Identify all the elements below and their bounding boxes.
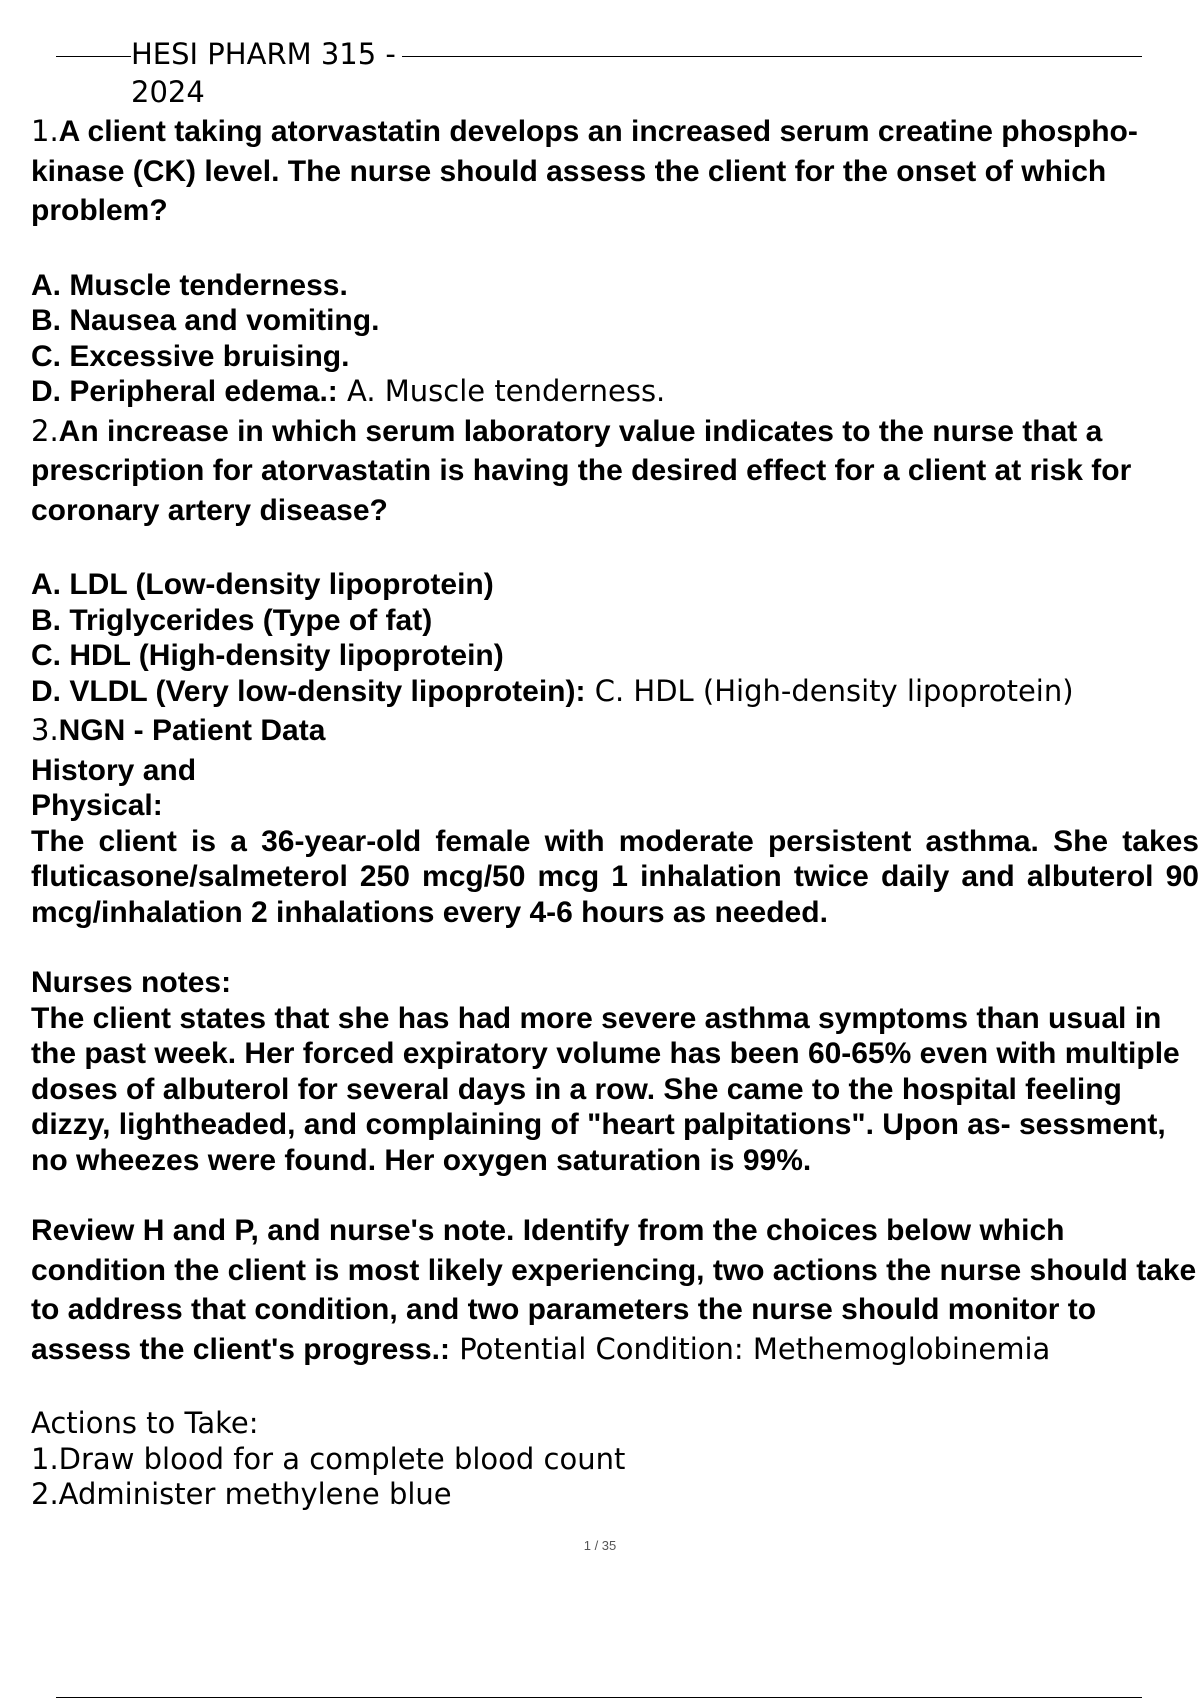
notes-text: The client states that she has had more severe asthma symptoms than usual in the past week. Her forced expiratory volume has been 60-65% even with multiple doses of albuterol for several days in a row. She came to the hospital feeling dizzy, lightheaded, and complaining of "heart palpitations". Upon as- sessment, no wheezes were found. Her oxygen saturation is 99%. (31, 1001, 1180, 1177)
option-c: C. HDL (High-density lipoprotein) (31, 639, 504, 672)
question-text: A client taking atorvastatin develops an increased serum creatine phospho- kinase (CK) level. The nurse should assess the client for the onset of which problem? (31, 115, 1138, 227)
option-d-with-answer (31, 674, 1199, 714)
option-c: C. Excessive bruising. (31, 339, 350, 373)
question-2 (31, 414, 1199, 533)
option-d: D. Peripheral edema.: (31, 375, 338, 408)
answer-condition: Potential Condition: Methemoglobinemia (450, 1331, 1051, 1366)
hp-label-1: History and (31, 753, 197, 787)
hp-text: The client is a 36-year-old female with moderate persistent asthma. She takes fluticasone/salmeterol 250 mcg/50 mcg 1 inhalation twice daily and albuterol 90 mcg/inhalation 2 inhalations every 4-6 hours as needed. (31, 824, 1199, 929)
title-line-2: 2024 (131, 75, 205, 109)
action-text: Administer methylene blue (58, 1477, 452, 1511)
action-number: 2. (31, 1477, 59, 1511)
actions-label: Actions to Take: (31, 1406, 259, 1440)
option-d-with-answer (31, 374, 1199, 414)
title-line-1: HESI PHARM 315 - (131, 35, 402, 73)
prompt-text: Review H and P, and nurse's note. Identify from the choices below which condition the client is most likely experiencing, two actions the nurse should take to address that condition, and two parameters the nurse should monitor to assess the client's progress.: (31, 1214, 1197, 1366)
question-number: 1. (31, 114, 59, 148)
document-title (131, 35, 402, 111)
option-a: A. Muscle tenderness. (31, 268, 348, 302)
option-d: D. VLDL (Very low-density lipoprotein): (31, 674, 586, 708)
question-title: NGN - Patient Data (58, 714, 326, 747)
page-indicator: 1 / 35 (583, 1538, 617, 1553)
question-1 (31, 114, 1199, 233)
action-item-2 (31, 1477, 1199, 1513)
document-body (31, 114, 1199, 1513)
action-text: Draw blood for a complete blood count (58, 1441, 626, 1476)
option-a: A. LDL (Low-density lipoprotein) (31, 568, 494, 601)
action-number: 1. (31, 1441, 59, 1476)
option-b: B. Nausea and vomiting. (31, 304, 380, 337)
action-item-1 (31, 1442, 1199, 1478)
hp-label-2: Physical: (31, 789, 163, 822)
answer: A. Muscle tenderness. (337, 374, 666, 408)
question-3 (31, 713, 1199, 753)
question-number: 2. (31, 413, 59, 448)
question-text: An increase in which serum laboratory value indicates to the nurse that a prescription for atorvastatin is having the desired effect for a client at risk for coronary artery disease? (31, 414, 1132, 527)
answer: C. HDL (High-density lipoprotein) (585, 673, 1074, 708)
question-number: 3. (31, 713, 59, 747)
option-b: B. Triglycerides (Type of fat) (31, 603, 433, 637)
notes-label: Nurses notes: (31, 966, 232, 999)
footer-rule (56, 1697, 1142, 1698)
prompt-with-answer (31, 1213, 1199, 1371)
